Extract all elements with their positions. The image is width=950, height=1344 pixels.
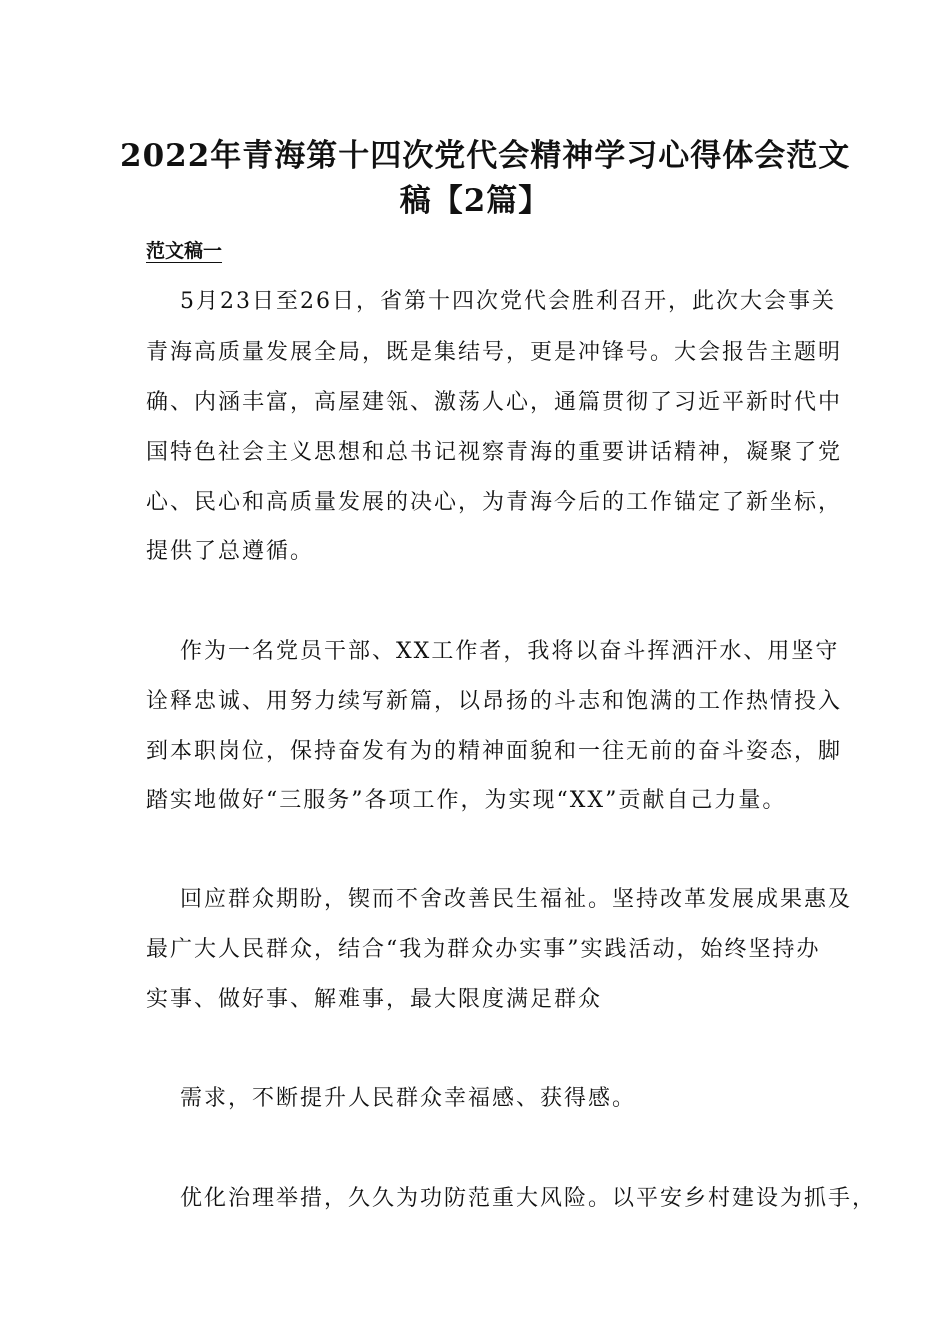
document-title-line-2: 稿【2篇】	[399, 183, 551, 219]
paragraph-3-line-3: 实事、做好事、解难事，最大限度满足群众	[146, 987, 603, 1012]
paragraph-1-line-1: 5月23日至26日，省第十四次党代会胜利召开，此次大会事关	[180, 289, 836, 314]
paragraph-3-line-1: 回应群众期盼，锲而不舍改善民生福祉。坚持改革发展成果惠及	[180, 887, 853, 912]
paragraph-2-line-1: 作为一名党员干部、XX工作者，我将以奋斗挥洒汗水、用坚守	[180, 639, 840, 664]
document-title-line-1: 2022年青海第十四次党代会精神学习心得体会范文	[120, 138, 851, 174]
paragraph-1-line-3: 确、内涵丰富，高屋建瓴、激荡人心，通篇贯彻了习近平新时代中	[146, 390, 843, 415]
paragraph-3-line-2: 最广大人民群众，结合“我为群众办实事”实践活动，始终坚持办	[146, 937, 821, 962]
paragraph-2-line-2: 诠释忠诚、用努力续写新篇，以昂扬的斗志和饱满的工作热情投入	[146, 689, 843, 714]
paragraph-4-line-1: 需求，不断提升人民群众幸福感、获得感。	[180, 1086, 637, 1111]
paragraph-2-line-3: 到本职岗位，保持奋发有为的精神面貌和一往无前的奋斗姿态，脚	[146, 739, 843, 764]
paragraph-5-line-1: 优化治理举措，久久为功防范重大风险。以平安乡村建设为抓手，	[180, 1186, 877, 1211]
paragraph-1-line-4: 国特色社会主义思想和总书记视察青海的重要讲话精神，凝聚了党	[146, 440, 843, 465]
paragraph-1-line-6: 提供了总遵循。	[146, 539, 315, 564]
paragraph-1-line-2: 青海高质量发展全局，既是集结号，更是冲锋号。大会报告主题明	[146, 340, 843, 365]
section-heading: 范文稿一	[146, 240, 223, 262]
paragraph-1-line-5: 心、民心和高质量发展的决心，为青海今后的工作锚定了新坐标，	[146, 490, 843, 515]
paragraph-2-line-4: 踏实地做好“三服务”各项工作，为实现“XX”贡献自己力量。	[146, 788, 787, 813]
